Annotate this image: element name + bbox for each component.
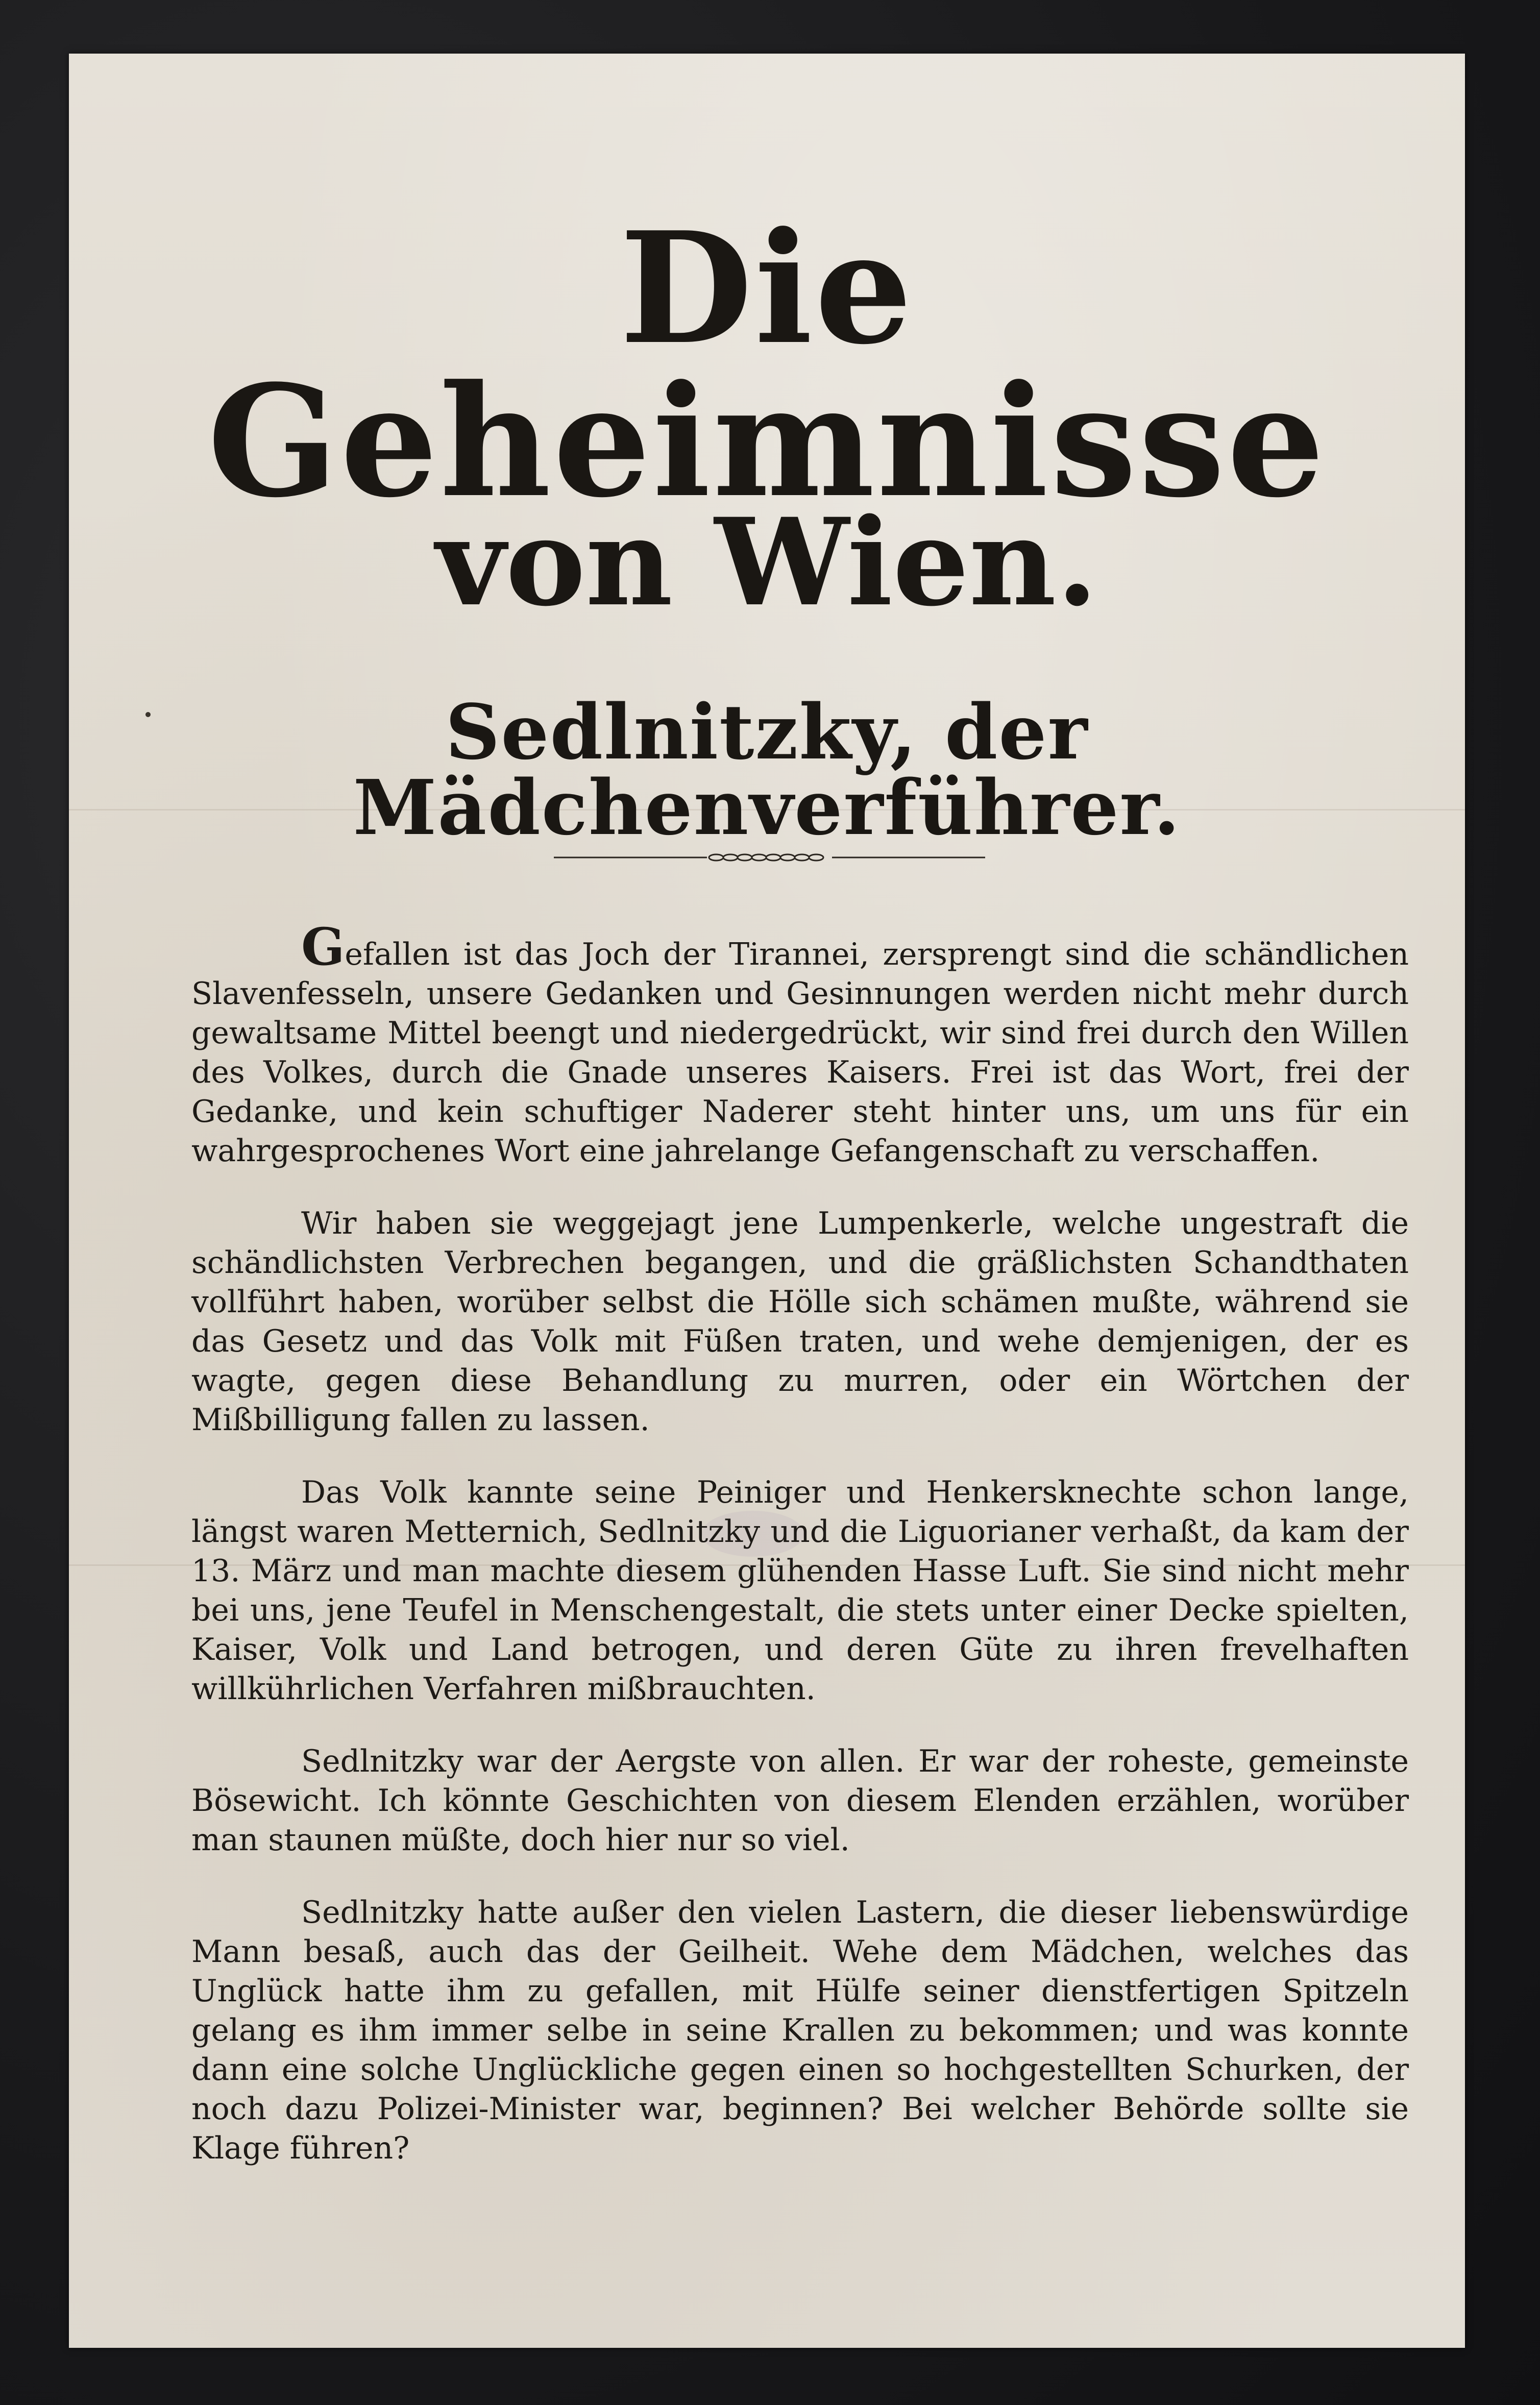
paragraph: Gefallen ist das Joch der Tirannei, zersprengt sind die schändlichen Slavenfesseln, unsere Gedanken und Gesinnungen werden nicht mehr durch gewaltsame Mittel beengt und niedergedrückt, wir sind frei durch den Willen des Volkes, durch die Gnade unseres Kaisers. Frei ist das Wort, frei der Gedanke, und kein schuftiger Naderer steht hinter uns, um uns für ein wahrgesprochenes Wort eine jahrelange Gefangenschaft zu verschaffen. — [191, 917, 1409, 1169]
paragraph: Sedlnitzky hatte außer den vielen Lastern, die dieser liebenswürdige Mann besaß, auch das der Geilheit. Wehe dem Mädchen, welches das Unglück hatte ihm zu gefallen, mit Hülfe seiner dienstfertigen Spitzeln gelang es ihm immer selbe in seine Krallen zu bekommen; und was konnte dann eine solche Unglückliche gegen einen so hochgestellten Schurken, der noch dazu Polizei-Minister war, beginnen? Bei welcher Behörde sollte sie Klage führen? — [191, 1895, 1409, 2166]
drop-cap: G — [301, 917, 345, 977]
paragraph: Wir haben sie weggejagt jene Lumpenkerle, welche ungestraft die schändlichsten Verbrechen begangen, und die gräßlichsten Schandthaten vollführt haben, worüber selbst die Hölle sich schämen mußte, während sie das Gesetz und das Volk mit Füßen traten, und wehe demjenigen, der es wagte, gegen diese Behandlung zu murren, oder ein Wörtchen der Mißbilligung fallen zu lassen. — [191, 1206, 1409, 1438]
title-line-1: Die Geheimnisse — [207, 198, 1327, 531]
paragraph: Das Volk kannte seine Peiniger und Henkersknechte schon lange, längst waren Metternich, Sedlnitzky und die Liguorianer verhaßt, da kam der 13. März und man machte diesem glühenden Hasse Luft. Sie sind nicht mehr bei uns, jene Teufel in Menschengestalt, die stets unter einer Decke spielten, Kaiser, Volk und Land betrogen, und deren Güte zu ihren frevelhaften willkührlichen Verfahren mißbrauchten. — [191, 1475, 1409, 1707]
title-line-2: von Wien. — [435, 492, 1098, 633]
paragraph: Sedlnitzky war der Aergste von allen. Er war der roheste, gemeinste Bösewicht. Ich könnte Geschichten von diesem Elenden erzählen, worüber man staunen müßte, doch hier nur so viel. — [191, 1744, 1409, 1858]
subtitle: Sedlnitzky, der Mädchenverführer. — [353, 688, 1181, 852]
broadsheet-page — [69, 54, 1465, 2348]
body-text — [191, 917, 1409, 2168]
ornamental-divider — [554, 852, 985, 863]
